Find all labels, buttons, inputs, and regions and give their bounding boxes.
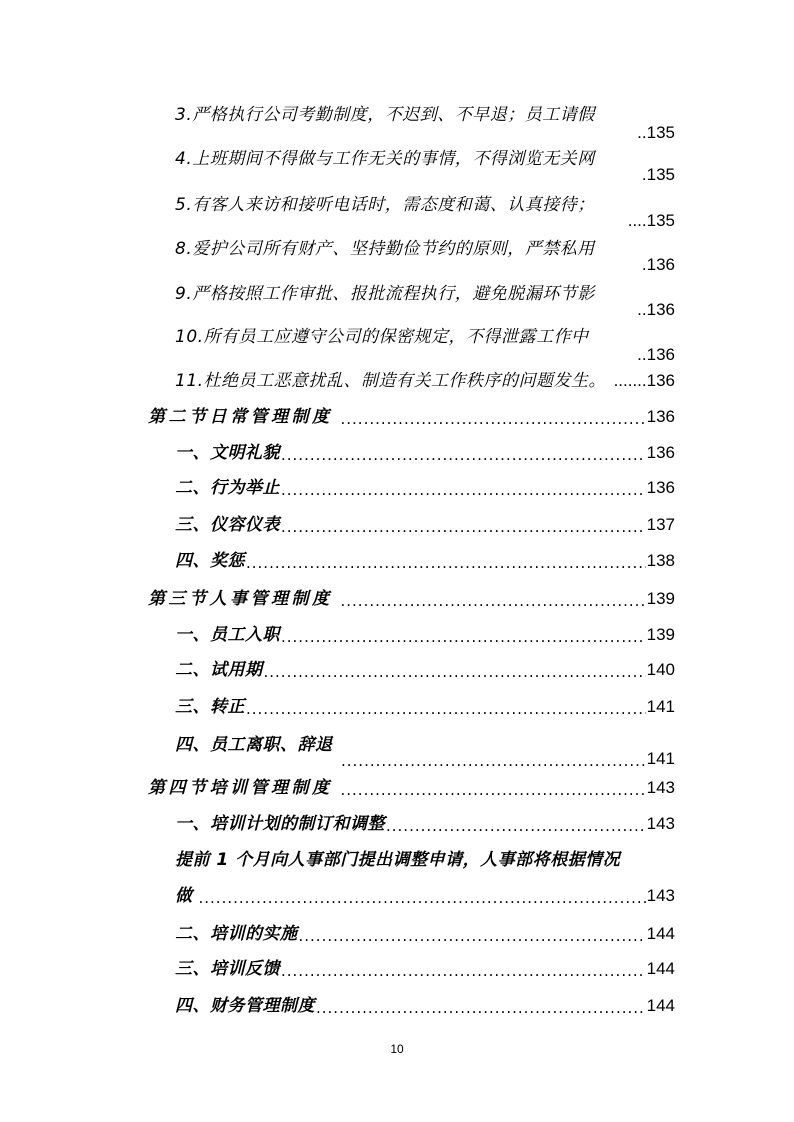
toc-entry[interactable]: [175, 283, 675, 319]
toc-entry[interactable]: [175, 514, 675, 536]
toc-entry[interactable]: [175, 326, 675, 364]
leader-dots: [341, 752, 646, 770]
leader-dots: [281, 962, 646, 980]
toc-entry-page: 144: [646, 996, 675, 1015]
toc-entry-label: 一、培训计划的制订和调整: [175, 814, 385, 834]
toc-entry-page: 136: [646, 407, 675, 426]
toc-entry[interactable]: [175, 923, 675, 945]
leader-dots: [299, 927, 646, 945]
toc-entry-page: ..136: [637, 345, 675, 364]
toc-entry[interactable]: [175, 659, 675, 681]
leader-dots: [264, 663, 646, 681]
leader-dots: [341, 781, 646, 799]
toc-entry[interactable]: [175, 148, 675, 184]
toc-entry-label: 三、培训反馈: [175, 959, 280, 979]
toc-entry-label: 第三节人事管理制度: [148, 589, 333, 609]
toc-entry-page: 141: [646, 749, 675, 768]
toc-entry-label: 二、行为举止: [175, 478, 280, 498]
leader-dots: [341, 410, 646, 428]
toc-entry[interactable]: [175, 477, 675, 499]
toc-entry-page: 144: [646, 959, 675, 978]
toc-entry-label: 第四节培训管理制度: [148, 778, 333, 798]
toc-entry-page: 143: [646, 886, 675, 905]
toc-entry-page: .135: [641, 165, 675, 184]
toc-entry-page: 144: [646, 924, 675, 943]
toc-entry-label: 四、奖惩: [175, 551, 245, 571]
leader-dots: [246, 554, 646, 572]
leader-dots: [281, 518, 646, 536]
toc-entry-page: 140: [646, 660, 675, 679]
leader-dots: [246, 700, 646, 718]
leader-dots: [199, 889, 646, 907]
toc-entry-label: 三、转正: [175, 697, 245, 717]
toc-entry[interactable]: [175, 238, 675, 274]
toc-entry-continuation[interactable]: [175, 885, 675, 907]
toc-entry[interactable]: [175, 442, 675, 464]
leader-dots: [281, 446, 646, 464]
toc-entry-label: 一、文明礼貌: [175, 443, 280, 463]
toc-entry[interactable]: [175, 813, 675, 835]
toc-entry[interactable]: [175, 370, 675, 392]
toc-entry[interactable]: [175, 958, 675, 980]
toc-entry-label: 一、员工入职: [175, 625, 280, 645]
toc-entry[interactable]: [175, 550, 675, 572]
toc-entry-label: 5.有客人来访和接听电话时，需态度和蔼、认真接待；: [175, 195, 595, 215]
toc-entry-label: 第二节日常管理制度: [148, 407, 333, 427]
toc-entry-label: 二、培训的实施: [175, 924, 298, 944]
toc-entry-page: 143: [646, 778, 675, 797]
toc-entry-page: .136: [641, 255, 675, 274]
toc-entry-page: 136: [646, 443, 675, 462]
toc-entry-page: 138: [646, 551, 675, 570]
toc-entry[interactable]: [175, 194, 675, 230]
toc-entry[interactable]: [175, 849, 675, 871]
leader-dots: [386, 817, 646, 835]
toc-entry[interactable]: [175, 624, 675, 646]
toc-entry-label: 四、员工离职、辞退: [175, 735, 333, 755]
toc-entry-label: 8.爱护公司所有财产、坚持勤俭节约的原则，严禁私用: [175, 239, 595, 259]
leader-dots: [316, 999, 646, 1017]
toc-entry-page: 136: [646, 478, 675, 497]
toc-entry[interactable]: [175, 696, 675, 718]
leader-dots: [281, 628, 646, 646]
toc-entry-label: 10.所有员工应遵守公司的保密规定，不得泄露工作中: [175, 327, 589, 347]
toc-entry-label: 4.上班期间不得做与工作无关的事情，不得浏览无关网: [175, 149, 595, 169]
toc-entry-page: 139: [646, 625, 675, 644]
toc-entry-continuation[interactable]: [340, 748, 675, 770]
toc-entry-page: ..135: [637, 123, 675, 142]
leader-dots: [281, 481, 646, 499]
toc-entry-label: 提前 1 个月向人事部门提出调整申请，人事部将根据情况: [175, 850, 621, 870]
toc-entry-label: 11.杜绝员工恶意扰乱、制造有关工作秩序的问题发生。: [175, 371, 607, 391]
toc-entry-label: 9.严格按照工作审批、报批流程执行，避免脱漏环节影: [175, 284, 595, 304]
toc-entry-page: 137: [646, 515, 675, 534]
toc-section-entry[interactable]: [148, 406, 675, 428]
toc-entry-page: ..136: [637, 300, 675, 319]
toc-entry-label: 二、试用期: [175, 660, 263, 680]
toc-entry-page: 141: [646, 697, 675, 716]
toc-entry[interactable]: [175, 104, 675, 142]
toc-entry-page: 143: [646, 814, 675, 833]
toc-entry-page: 139: [646, 589, 675, 608]
toc-entry-label: 三、仪容仪表: [175, 515, 280, 535]
leader-dots: [341, 592, 646, 610]
toc-entry-page: ....135: [627, 211, 675, 230]
toc-entry-label: 3.严格执行公司考勤制度，不迟到、不早退；员工请假: [175, 105, 595, 125]
toc-entry-label-continuation: 做: [175, 886, 193, 906]
toc-entry[interactable]: [175, 995, 675, 1017]
toc-entry-label: 四、财务管理制度: [175, 996, 315, 1016]
toc-entry-page: .......136: [613, 371, 675, 390]
toc-section-entry[interactable]: [148, 588, 675, 610]
page-number: 10: [390, 1042, 404, 1056]
toc-section-entry[interactable]: [148, 777, 675, 799]
